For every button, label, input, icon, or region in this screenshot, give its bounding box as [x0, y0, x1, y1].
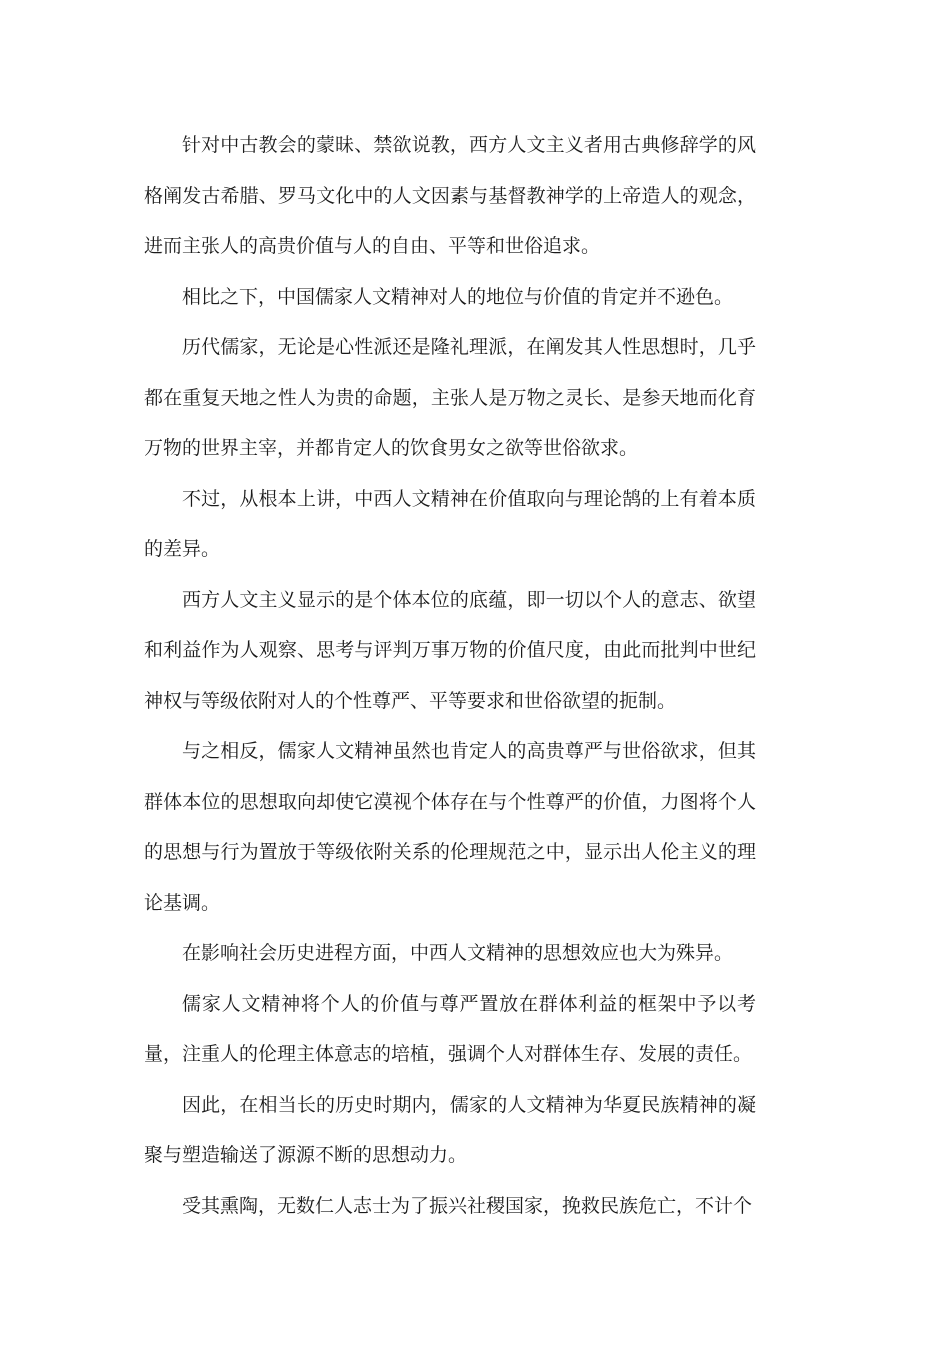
paragraph: 儒家人文精神将个人的价值与尊严置放在群体利益的框架中予以考量，注重人的伦理主体意志的培植，强调个人对群体生存、发展的责任。 — [144, 992, 756, 1065]
paragraph: 因此，在相当长的历史时期内，儒家的人文精神为华夏民族精神的凝聚与塑造输送了源源不断的思想动力。 — [144, 1093, 756, 1166]
paragraph: 与之相反，儒家人文精神虽然也肯定人的高贵尊严与世俗欲求，但其群体本位的思想取向却使它漠视个体存在与个性尊严的价值，力图将个人的思想与行为置放于等级依附关系的伦理规范之中，显示出人伦主义的理论基调。 — [144, 740, 756, 914]
paragraph: 不过，从根本上讲，中西人文精神在价值取向与理论鹄的上有着本质的差异。 — [144, 487, 756, 560]
paragraph: 针对中古教会的蒙昧、禁欲说教，西方人文主义者用古典修辞学的风格阐发古希腊、罗马文化中的人文因素与基督教神学的上帝造人的观念，进而主张人的高贵价值与人的自由、平等和世俗追求。 — [144, 134, 756, 257]
paragraph: 历代儒家，无论是心性派还是隆礼理派，在阐发其人性思想时，几乎都在重复天地之性人为贵的命题，主张人是万物之灵长、是参天地而化育万物的世界主宰，并都肯定人的饮食男女之欲等世俗欲求。 — [144, 336, 756, 459]
paragraph: 西方人文主义显示的是个体本位的底蕴，即一切以个人的意志、欲望和利益作为人观察、思考与评判万事万物的价值尺度，由此而批判中世纪神权与等级依附对人的个性尊严、平等要求和世俗欲望的扼制。 — [144, 588, 756, 712]
paragraph: 受其熏陶，无数仁人志士为了振兴社稷国家，挽救民族危亡，不计个 — [182, 1194, 753, 1217]
paragraph: 相比之下，中国儒家人文精神对人的地位与价值的肯定并不逊色。 — [182, 285, 734, 308]
paragraph: 在影响社会历史进程方面，中西人文精神的思想效应也大为殊异。 — [182, 942, 734, 964]
document-body — [144, 120, 756, 1231]
